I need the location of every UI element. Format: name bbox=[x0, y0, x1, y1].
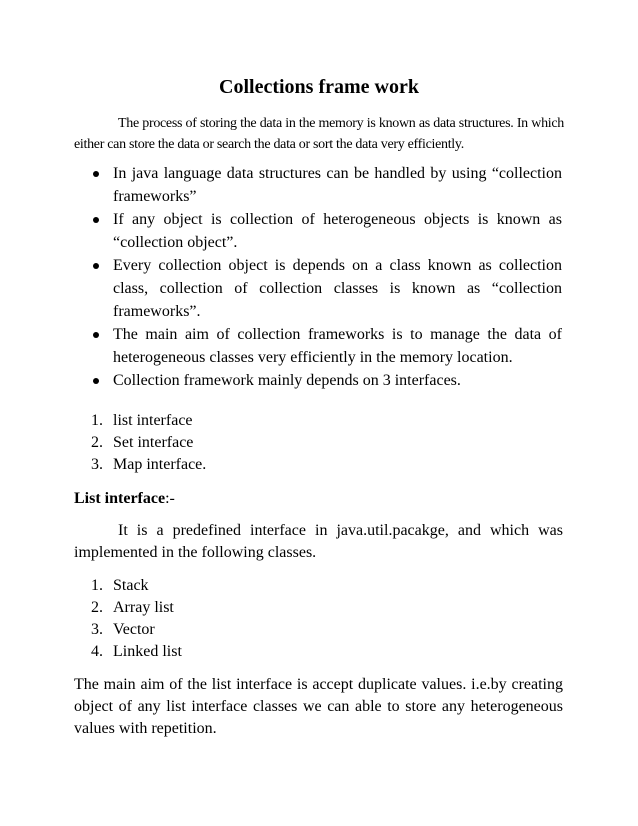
bullet-icon bbox=[93, 263, 99, 269]
bullet-text: The main aim of collection frameworks is to manage the data of heterogeneous classes very efficiently in the memory location. bbox=[113, 326, 562, 366]
bullet-item bbox=[90, 369, 562, 392]
closing-paragraph: The main aim of the list interface is accept duplicate values. i.e.by creating object of any list interface classes we can able to store any heterogeneous values with repetition. bbox=[74, 676, 563, 737]
bullet-list bbox=[90, 162, 562, 392]
heading-suffix: :- bbox=[165, 490, 175, 507]
interfaces-list bbox=[91, 410, 206, 476]
list-text: Stack bbox=[113, 577, 149, 594]
list-number: 3. bbox=[91, 621, 103, 638]
list-item bbox=[91, 432, 206, 454]
bullet-text: Every collection object is depends on a class known as collection class, collection of collection classes is known as “collection frameworks”. bbox=[113, 257, 562, 320]
bullet-text: If any object is collection of heterogeneous objects is known as “collection object”. bbox=[113, 211, 562, 251]
list-number: 1. bbox=[91, 577, 103, 594]
bullet-item bbox=[90, 254, 562, 323]
list-text: Map interface. bbox=[113, 456, 207, 473]
list-number: 1. bbox=[91, 412, 103, 429]
intro-paragraph: The process of storing the data in the memory is known as data structures. In which either can store the data or search the data or sort the data very efficiently. bbox=[74, 116, 564, 152]
page-title: Collections frame work bbox=[219, 76, 419, 98]
list-text: Vector bbox=[113, 621, 155, 638]
bullet-item bbox=[90, 323, 562, 369]
list-interface-heading bbox=[74, 488, 175, 510]
bullet-icon bbox=[93, 332, 99, 338]
list-item bbox=[91, 619, 182, 641]
list-item bbox=[91, 641, 182, 663]
list-number: 2. bbox=[91, 434, 103, 451]
list-item bbox=[91, 575, 182, 597]
bullet-icon bbox=[93, 171, 99, 177]
list-item bbox=[91, 410, 206, 432]
list-interface-paragraph: It is a predefined interface in java.util.pacakge, and which was implemented in the following classes. bbox=[74, 522, 563, 561]
bullet-item bbox=[90, 162, 562, 208]
bullet-text: Collection framework mainly depends on 3 interfaces. bbox=[113, 372, 461, 389]
list-text: list interface bbox=[113, 412, 193, 429]
bullet-item bbox=[90, 208, 562, 254]
list-item bbox=[91, 597, 182, 619]
list-text: Array list bbox=[113, 599, 174, 616]
list-text: Linked list bbox=[113, 643, 182, 660]
bullet-icon bbox=[93, 217, 99, 223]
list-number: 2. bbox=[91, 599, 103, 616]
list-number: 3. bbox=[91, 456, 103, 473]
bullet-text: In java language data structures can be handled by using “collection frameworks” bbox=[113, 165, 562, 205]
classes-list bbox=[91, 575, 182, 663]
bullet-icon bbox=[93, 378, 99, 384]
heading-text: List interface bbox=[74, 490, 166, 507]
list-number: 4. bbox=[91, 643, 103, 660]
list-text: Set interface bbox=[113, 434, 194, 451]
list-item bbox=[91, 454, 206, 476]
